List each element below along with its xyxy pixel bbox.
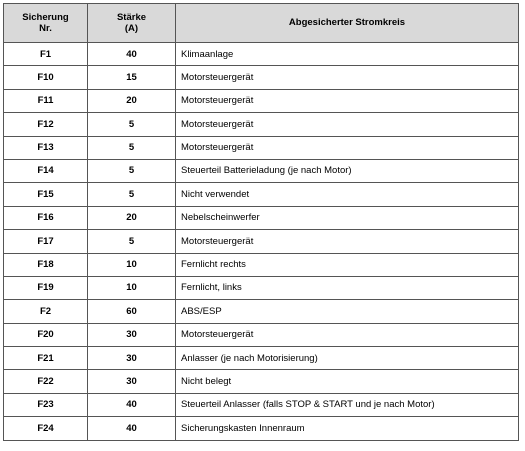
amperage-cell: 40 [88, 393, 176, 416]
fuse-table-header [4, 4, 519, 43]
fuse-number-cell: F10 [4, 66, 88, 89]
amperage-cell: 40 [88, 417, 176, 440]
circuit-cell: Motorsteuergerät [176, 230, 519, 253]
fuse-table-body [4, 43, 519, 441]
fuse-number-cell: F11 [4, 89, 88, 112]
circuit-cell: Anlasser (je nach Motorisierung) [176, 347, 519, 370]
fuse-number-cell: F2 [4, 300, 88, 323]
header-circuit: Abgesicherter Stromkreis [176, 4, 519, 43]
fuse-number-cell: F22 [4, 370, 88, 393]
fuse-number-cell: F20 [4, 323, 88, 346]
amperage-cell: 5 [88, 230, 176, 253]
amperage-cell: 30 [88, 347, 176, 370]
header-amperage-line2: (A) [124, 23, 139, 34]
circuit-cell: Sicherungskasten Innenraum [176, 417, 519, 440]
table-row [4, 183, 519, 206]
circuit-cell: Motorsteuergerät [176, 66, 519, 89]
header-fuse-number-line2: Nr. [39, 23, 52, 34]
amperage-cell: 10 [88, 276, 176, 299]
table-row [4, 66, 519, 89]
amperage-cell: 5 [88, 159, 176, 182]
table-row [4, 323, 519, 346]
fuse-number-cell: F21 [4, 347, 88, 370]
table-row [4, 300, 519, 323]
circuit-cell: Steuerteil Anlasser (falls STOP & START und je nach Motor) [176, 393, 519, 416]
fuse-number-cell: F16 [4, 206, 88, 229]
amperage-cell: 15 [88, 66, 176, 89]
table-row [4, 393, 519, 416]
table-row [4, 347, 519, 370]
circuit-cell: Fernlicht rechts [176, 253, 519, 276]
amperage-cell: 60 [88, 300, 176, 323]
table-row [4, 89, 519, 112]
fuse-table [3, 3, 519, 441]
circuit-cell: Klimaanlage [176, 43, 519, 66]
amperage-cell: 40 [88, 43, 176, 66]
table-row [4, 370, 519, 393]
amperage-cell: 5 [88, 183, 176, 206]
amperage-cell: 5 [88, 113, 176, 136]
table-row [4, 206, 519, 229]
fuse-number-cell: F15 [4, 183, 88, 206]
fuse-number-cell: F18 [4, 253, 88, 276]
amperage-cell: 10 [88, 253, 176, 276]
header-amperage-line1: Stärke [116, 11, 147, 23]
fuse-number-cell: F17 [4, 230, 88, 253]
table-row [4, 43, 519, 66]
table-row [4, 113, 519, 136]
fuse-number-cell: F14 [4, 159, 88, 182]
table-row [4, 136, 519, 159]
amperage-cell: 5 [88, 136, 176, 159]
circuit-cell: ABS/ESP [176, 300, 519, 323]
fuse-number-cell: F13 [4, 136, 88, 159]
amperage-cell: 30 [88, 370, 176, 393]
table-row [4, 159, 519, 182]
circuit-cell: Motorsteuergerät [176, 113, 519, 136]
amperage-cell: 20 [88, 89, 176, 112]
circuit-cell: Nicht belegt [176, 370, 519, 393]
amperage-cell: 20 [88, 206, 176, 229]
circuit-cell: Fernlicht, links [176, 276, 519, 299]
header-fuse-number-line1: Sicherung [22, 11, 69, 23]
amperage-cell: 30 [88, 323, 176, 346]
circuit-cell: Motorsteuergerät [176, 136, 519, 159]
header-fuse-number [4, 4, 88, 43]
circuit-cell: Steuerteil Batterieladung (je nach Motor) [176, 159, 519, 182]
table-row [4, 417, 519, 440]
circuit-cell: Motorsteuergerät [176, 89, 519, 112]
circuit-cell: Nicht verwendet [176, 183, 519, 206]
fuse-number-cell: F12 [4, 113, 88, 136]
table-row [4, 253, 519, 276]
fuse-number-cell: F23 [4, 393, 88, 416]
header-amperage [88, 4, 176, 43]
fuse-number-cell: F1 [4, 43, 88, 66]
fuse-number-cell: F24 [4, 417, 88, 440]
header-row [4, 4, 519, 43]
circuit-cell: Motorsteuergerät [176, 323, 519, 346]
fuse-number-cell: F19 [4, 276, 88, 299]
circuit-cell: Nebelscheinwerfer [176, 206, 519, 229]
table-row [4, 230, 519, 253]
table-row [4, 276, 519, 299]
